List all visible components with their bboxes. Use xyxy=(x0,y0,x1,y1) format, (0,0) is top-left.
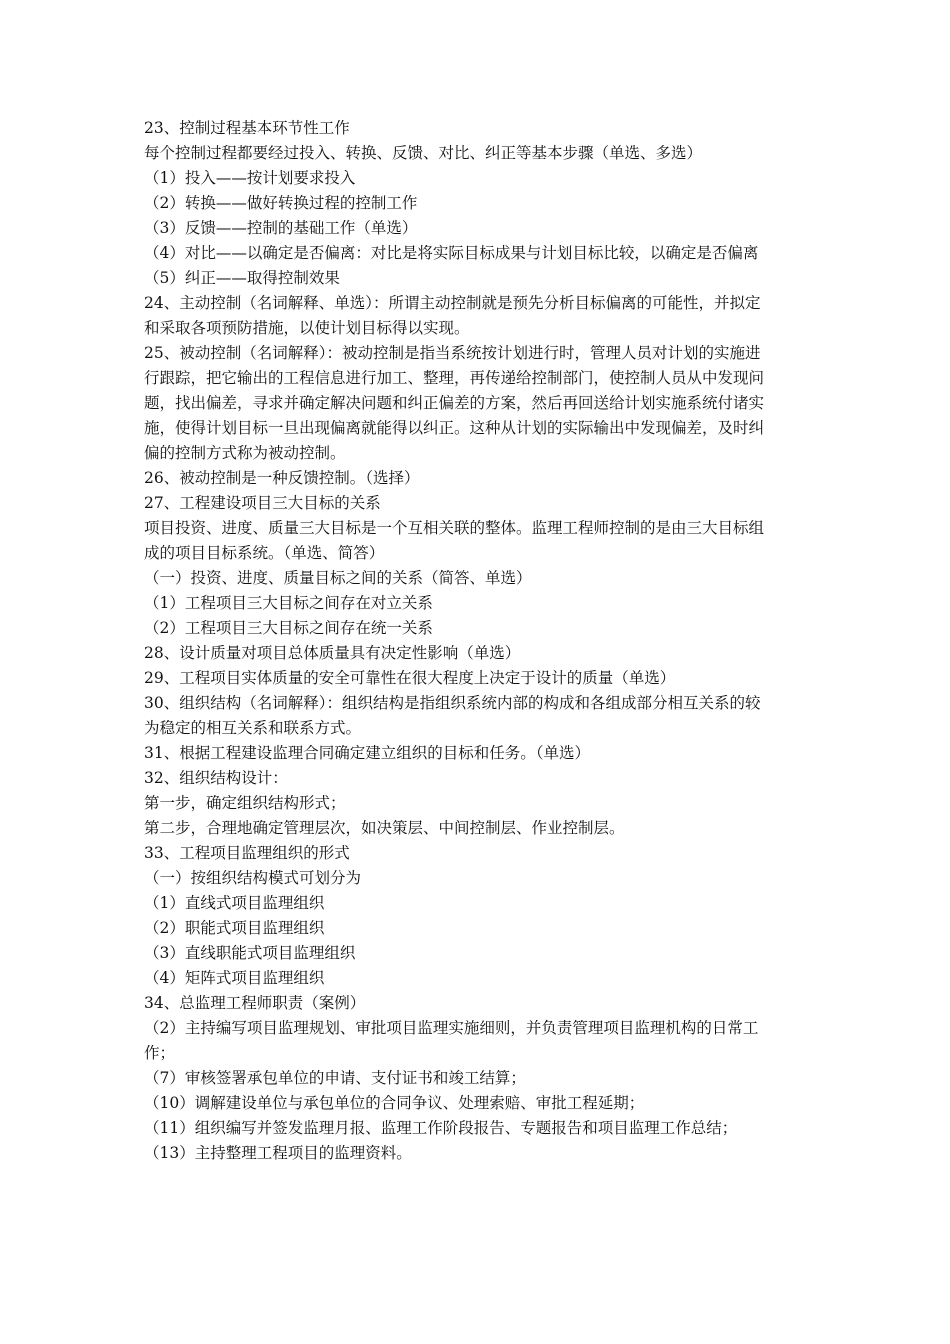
text-line: 第一步，确定组织结构形式； xyxy=(144,794,346,812)
text-line: （5）纠正——取得控制效果 xyxy=(144,269,340,287)
text-line: 施，使得计划目标一旦出现偏离就能得以纠正。这种从计划的实际输出中发现偏差，及时纠 xyxy=(144,419,765,437)
text-line: （4）矩阵式项目监理组织 xyxy=(144,969,325,987)
text-line: 32、组织结构设计： xyxy=(144,769,288,787)
text-line: （2）主持编写项目监理规划、审批项目监理实施细则，并负责管理项目监理机构的日常工 xyxy=(144,1019,759,1037)
text-line: 和采取各项预防措施，以使计划目标得以实现。 xyxy=(144,319,470,337)
text-line: 29、工程项目实体质量的安全可靠性在很大程度上决定于设计的质量（单选） xyxy=(144,669,676,687)
text-line: （一）按组织结构模式可划分为 xyxy=(144,869,362,887)
text-line: 题，找出偏差，寻求并确定解决问题和纠正偏差的方案，然后再回送给计划实施系统付诸实 xyxy=(144,394,765,412)
text-line: （1）投入——按计划要求投入 xyxy=(144,169,356,187)
text-line: 34、总监理工程师职责（案例） xyxy=(144,994,366,1012)
text-line: 项目投资、进度、质量三大目标是一个互相关联的整体。监理工程师控制的是由三大目标组 xyxy=(144,519,765,537)
text-line: （1）工程项目三大目标之间存在对立关系 xyxy=(144,594,433,612)
text-line: （7）审核签署承包单位的申请、支付证书和竣工结算； xyxy=(144,1069,526,1087)
text-line: 28、设计质量对项目总体质量具有决定性影响（单选） xyxy=(144,644,521,662)
text-line: （10）调解建设单位与承包单位的合同争议、处理索赔、审批工程延期； xyxy=(144,1094,645,1112)
text-line: （1）直线式项目监理组织 xyxy=(144,894,325,912)
text-line: 24、主动控制（名词解释、单选）：所谓主动控制就是预先分析目标偏离的可能性，并拟定 xyxy=(144,294,761,312)
text-line: 偏的控制方式称为被动控制。 xyxy=(144,444,346,462)
text-line: 每个控制过程都要经过投入、转换、反馈、对比、纠正等基本步骤（单选、多选） xyxy=(144,144,703,162)
text-line: （13）主持整理工程项目的监理资料。 xyxy=(144,1144,412,1162)
text-line: （一）投资、进度、质量目标之间的关系（简答、单选） xyxy=(144,569,532,587)
text-line: 25、被动控制（名词解释）：被动控制是指当系统按计划进行时，管理人员对计划的实施进 xyxy=(144,344,761,362)
text-line: 30、组织结构（名词解释）：组织结构是指组织系统内部的构成和各组成部分相互关系的较 xyxy=(144,694,761,712)
text-line: （11）组织编写并签发监理月报、监理工作阶段报告、专题报告和项目监理工作总结； xyxy=(144,1119,738,1137)
text-line: 作； xyxy=(144,1044,176,1062)
text-line: 31、根据工程建设监理合同确定建立组织的目标和任务。（单选） xyxy=(144,744,590,762)
text-line: （3）反馈——控制的基础工作（单选） xyxy=(144,219,418,237)
text-line: （4）对比——以确定是否偏离：对比是将实际目标成果与计划目标比较，以确定是否偏离 xyxy=(144,244,759,262)
text-line: 33、工程项目监理组织的形式 xyxy=(144,844,350,862)
text-line: 26、被动控制是一种反馈控制。（选择） xyxy=(144,469,420,487)
text-line: 成的项目目标系统。（单选、简答） xyxy=(144,544,385,562)
text-line: （2）工程项目三大目标之间存在统一关系 xyxy=(144,619,433,637)
text-line: 为稳定的相互关系和联系方式。 xyxy=(144,719,362,737)
text-line: （3）直线职能式项目监理组织 xyxy=(144,944,356,962)
text-line: （2）转换——做好转换过程的控制工作 xyxy=(144,194,418,212)
text-line: （2）职能式项目监理组织 xyxy=(144,919,325,937)
text-line: 第二步，合理地确定管理层次，如决策层、中间控制层、作业控制层。 xyxy=(144,819,625,837)
text-line: 行跟踪，把它输出的工程信息进行加工、整理，再传递给控制部门，使控制人员从中发现问 xyxy=(144,369,765,387)
text-line: 23、控制过程基本环节性工作 xyxy=(144,119,350,137)
text-line: 27、工程建设项目三大目标的关系 xyxy=(144,494,381,512)
